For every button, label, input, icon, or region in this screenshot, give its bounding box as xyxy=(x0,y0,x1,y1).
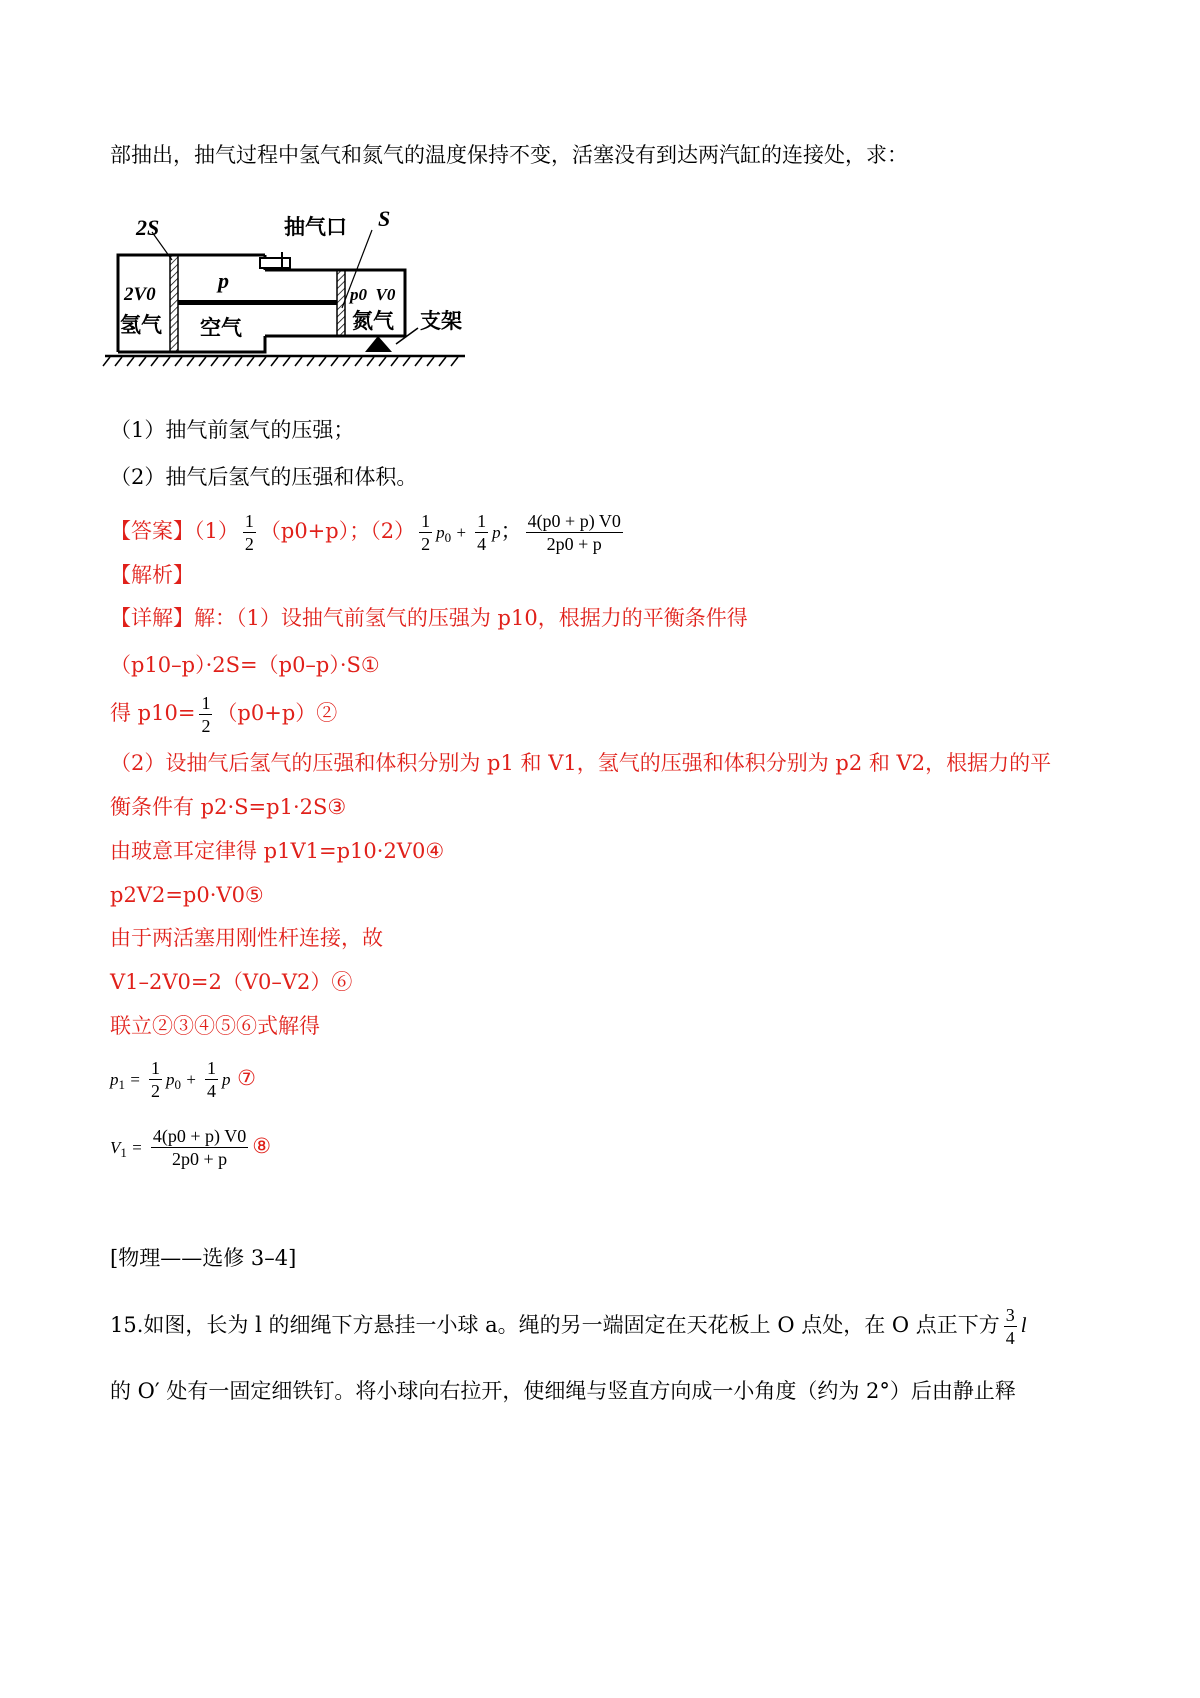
detail-line-10: 联立②③④⑤⑥式解得 xyxy=(110,1014,320,1038)
detail-line-1: 【详解】解：（1）设抽气前氢气的压强为 p10，根据力的平衡条件得 xyxy=(110,606,748,630)
frac-half: $\frac{1}{2}$ xyxy=(244,511,254,554)
ans-v1-frac: $\frac{4(p0 + p) V0}{2p0 + p}$ xyxy=(527,511,621,554)
label-p: p xyxy=(218,268,229,293)
label-n2: 氮气 xyxy=(352,309,394,333)
question-1: （1）抽气前氢气的压强； xyxy=(110,418,355,442)
label-air: 空气 xyxy=(200,316,242,340)
label-2V0: 2V0 xyxy=(124,284,156,305)
result-p1: $p_1$ = $\frac{1}{2}$ $p_0$ + $\frac{1}{4}$ p ⑦ xyxy=(110,1058,256,1101)
section-heading: [物理——选修 3–4] xyxy=(110,1246,297,1270)
cylinder-diagram xyxy=(100,200,480,380)
analysis-tag: 【解析】 xyxy=(110,563,194,587)
label-p0V0: p0 V0 xyxy=(350,285,396,304)
detail-line-7: p2V2=p0·V0⑤ xyxy=(110,883,264,907)
question-2: （2）抽气后氢气的压强和体积。 xyxy=(110,465,418,489)
q15-line-2: 的 O′ 处有一固定细铁钉。将小球向右拉开，使细绳与竖直方向成一小角度（约为 2°）后由静止释 xyxy=(110,1379,1016,1403)
detail-line-6: 由玻意耳定律得 p1V1=p10·2V0④ xyxy=(110,839,445,863)
frac-half-2: $\frac{1}{2}$ xyxy=(421,511,431,554)
detail-line-4: （2）设抽气后氢气的压强和体积分别为 p1 和 V1，氢气的压强和体积分别为 p2 和 V2，根据力的平 xyxy=(110,751,1052,775)
answer-tag: 【答案】 xyxy=(110,519,194,543)
frac-quarter: $\frac{1}{4}$ xyxy=(477,511,487,554)
label-outlet: 抽气口 xyxy=(284,215,347,239)
q15-line-1: 15.如图，长为 l 的细绳下方悬挂一小球 a。绳的另一端固定在天花板上 O 点处，在 O 点正下方 $\frac{3}{4}$ l xyxy=(110,1305,1027,1348)
detail-line-3: 得 p10= $\frac{1}{2}$ （p0+p）② xyxy=(110,693,338,736)
intro-text: 部抽出，抽气过程中氢气和氮气的温度保持不变，活塞没有到达两汽缸的连接处，求： xyxy=(110,143,908,167)
detail-line-8: 由于两活塞用刚性杆连接，故 xyxy=(110,926,383,950)
label-S: S xyxy=(378,206,391,231)
detail-line-2: （p10–p）·2S=（p0–p）·S① xyxy=(110,653,380,677)
answer-line: 【答案】（1） $\frac{1}{2}$ （p0+p）；（2） $\frac{1}{2}$ $p_0$ + $\frac{1}{4}$ p； $\frac{4(p0 + p) V0}{2p0 + p}$ xyxy=(110,511,621,554)
detail-line-9: V1–2V0=2（V0–V2）⑥ xyxy=(110,970,353,994)
result-v1: $V_1$ = $\frac{4(p0 + p) V0}{2p0 + p}$ ⑧ xyxy=(110,1126,272,1169)
label-h2: 氢气 xyxy=(120,313,162,337)
label-support: 支架 xyxy=(420,309,462,333)
detail-line-5: 衡条件有 p2·S=p1·2S③ xyxy=(110,795,347,819)
label-2S: 2S xyxy=(136,215,160,240)
